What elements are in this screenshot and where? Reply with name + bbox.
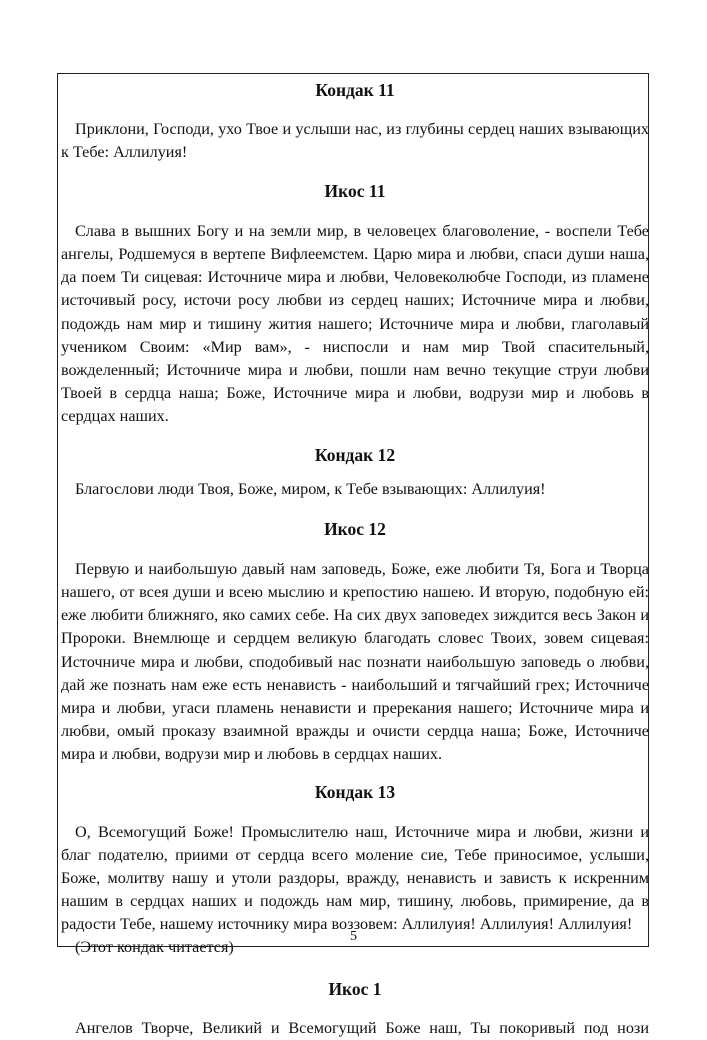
section-text: Первую и наибольшую давый нам заповедь, Боже, еже любити Тя, Бога и Творца нашего, от всея души и всею мыслию и крепостию нашею. И вторую, подобную ей: еже любити ближняго, яко самих себе. На сих двух заповедех зиждится весь Закон и Пророки. Внемлюще и сердцем великую благодать словес Твоих, зовем сицевая: Источниче мира и любви, сподобивый нас познати наибольшую заповедь о любви, дай же познать нам еже есть ненависть - наибольший и тягчайший грех; Источниче мира и любви, угаси пламень ненависти и пререкания нашего; Источниче мира и любви, омый проказу взаимной вражды и очисти сердца наша; Боже, Источниче мира и любви, водрузи мир и любовь в сердцах наших. [61, 560, 649, 763]
section-text: Слава в вышних Богу и на земли мир, в человецех благоволение, - воспели Тебе ангелы, Родшемуся в вертепе Вифлеемстем. Царю мира и любви, спаси души наша, да поем Ти сицевая: Источниче мира и любви, Человеколюбче Господи, из пламене источивый росу, источи росу любви из сердец наших; Источниче мира и любви, подождь нам мир и тишину жития нашего; Источниче мира и любви, глаголавый учеником Своим: «Мир вам», - ниспосли и нам мир Твой спасительный, вожделенный; Источниче мира и любви, пошли нам вечно текущие струи любви Твоей в сердца наша; Боже, Источниче мира и любви, водрузи мир и любовь в сердцах наших. [61, 222, 649, 425]
section-heading: Кондак 11 [315, 80, 395, 100]
section-text: Ангелов Творче, Великий и Всемогущий Боже наш, Ты покоривый под нози [75, 1018, 649, 1037]
section-note: (Этот кондак читается) [75, 938, 234, 957]
section-heading: Кондак 12 [314, 445, 396, 466]
page-number: 5 [350, 929, 357, 944]
section-ikos-11 [61, 179, 649, 428]
section-text: О, Всемогущий Боже! Промыслителю наш, Источниче мира и любви, жизни и благ подателю, приими от сердца всего моление сие, Тебе приносимое, услыши, Боже, молитву нашу и утоли раздоры, вражду, ненависть и зависть к искренним нашим в сердцах наших и подождь нам мир, тишину, любовь, примирение, да в радости Тебе, нашему источнику мира воззовем: Аллилуия! Аллилуия! Аллилуия! [61, 822, 649, 934]
section-heading: Икос 1 [328, 978, 382, 999]
document-body [61, 76, 649, 1040]
section-heading: Икос 11 [324, 181, 386, 202]
section-ikos-12 [61, 517, 649, 766]
section-kondak-11 [61, 76, 649, 164]
section-ikos-1 [61, 977, 649, 1040]
section-heading: Икос 12 [324, 519, 386, 540]
section-text: Приклони, Господи, ухо Твое и услыши нас, из глубины сердец наших взывающих к Тебе: Аллилуия! [61, 120, 649, 162]
section-kondak-12 [61, 443, 649, 501]
section-heading: Кондак 13 [314, 781, 396, 802]
section-text: Благослови люди Твоя, Боже, миром, к Тебе взывающих: Аллилуия! [75, 480, 546, 499]
